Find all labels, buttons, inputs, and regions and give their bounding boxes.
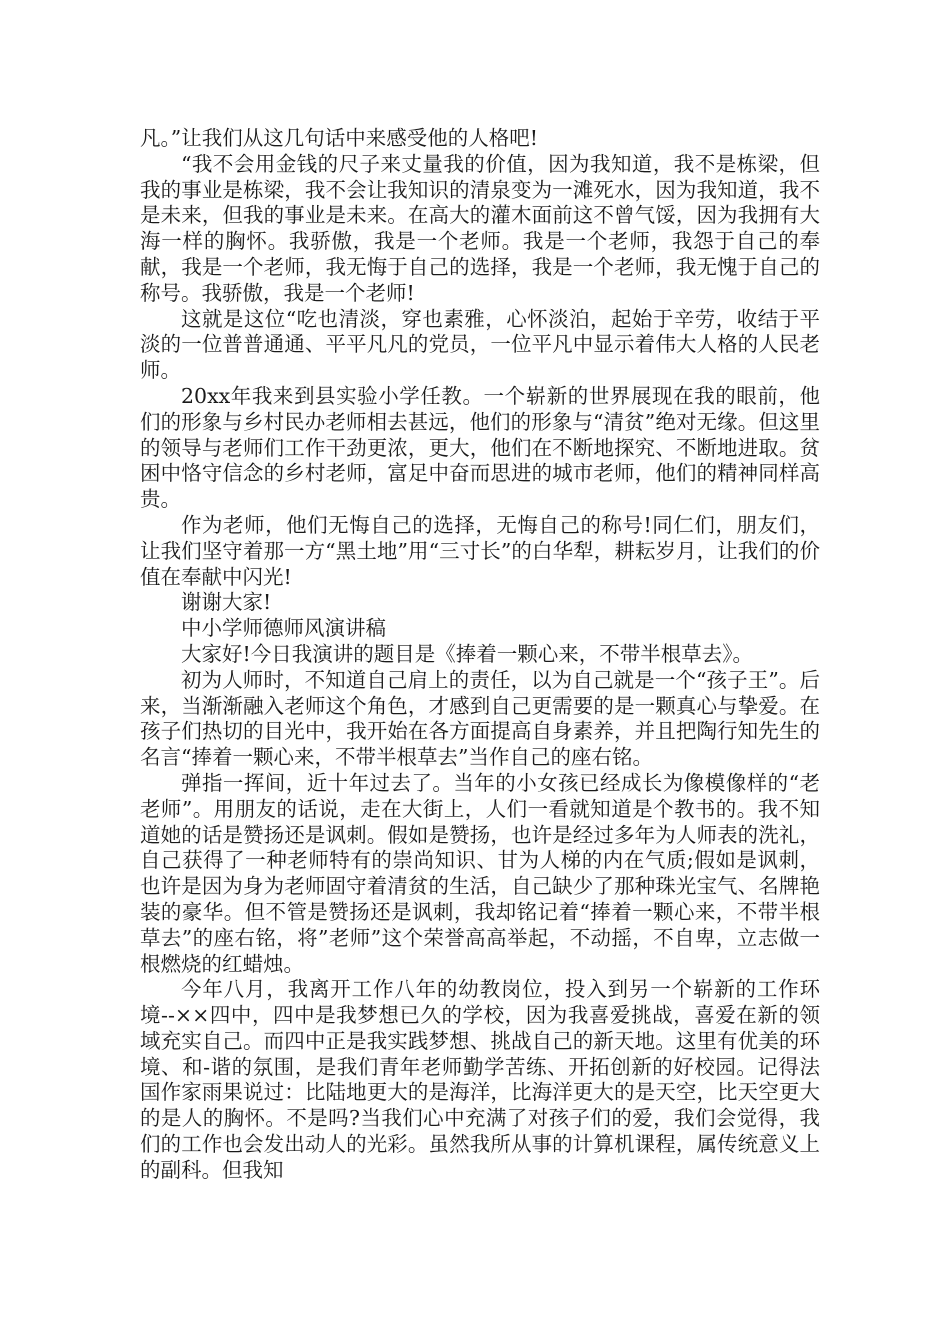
paragraph: 今年八月，我离开工作八年的幼教岗位，投入到另一个崭新的工作环境--××四中，四中是我梦想已久的学校，因为我喜爱挑战，喜爱在新的领域充实自己。而四中正是我实践梦想、挑战自己的新天地。这里有优美的环境、和-谐的氛围，是我们青年老师勤学苦练、开拓创新的好校园。记得法国作家雨果说过：比陆地更大的是海洋，比海洋更大的是天空，比天空更大的是人的胸怀。不是吗?当我们心中充满了对孩子们的爱，我们会觉得，我们的工作也会发出动人的光彩。虽然我所从事的计算机课程，属传统意义上的副科。但我知 xyxy=(140,977,820,1182)
paragraph: 弹指一挥间，近十年过去了。当年的小女孩已经成长为像模像样的“老老师”。用朋友的话说，走在大街上，人们一看就知道是个教书的。我不知道她的话是赞扬还是讽刺。假如是赞扬，也许是经过多年为人师表的洗礼，自己获得了一种老师特有的崇尚知识、甘为人梯的内在气质;假如是讽刺，也许是因为身为老师固守着清贫的生活，自己缺少了那种珠光宝气、名牌艳装的豪华。但不管是赞扬还是讽刺，我却铭记着“捧着一颗心来，不带半根草去”的座右铭，将”老师”这个荣誉高高举起，不动摇，不自卑，立志做一根燃烧的红蜡烛。 xyxy=(140,770,820,976)
speech-title: 中小学师德师风演讲稿 xyxy=(181,616,386,641)
document-body xyxy=(140,126,820,1184)
paragraph: 作为老师，他们无悔自己的选择，无悔自己的称号!同仁们，朋友们，让我们坚守着那一方“黑土地”用“三寸长”的白华犁，耕耘岁月，让我们的价值在奉献中闪光! xyxy=(140,512,820,589)
paragraph: “我不会用金钱的尺子来丈量我的价值，因为我知道，我不是栋梁，但我的事业是栋梁，我不会让我知识的清泉变为一滩死水，因为我知道，我不是未来，但我的事业是未来。在高大的灌木面前这不曾气馁，因为我拥有大海一样的胸怀。我骄傲，我是一个老师。我是一个老师，我怨于自己的奉献，我是一个老师，我无悔于自己的选择，我是一个老师，我无愧于自己的称号。我骄傲，我是一个老师! xyxy=(140,151,820,305)
paragraph: 初为人师时，不知道自己肩上的责任，以为自己就是一个“孩子王”。后来，当渐渐融入老师这个角色，才感到自己更需要的是一颗真心与挚爱。在孩子们热切的目光中，我开始在各方面提高自身素养，并且把陶行知先生的名言“捧着一颗心来，不带半根草去”当作自己的座右铭。 xyxy=(140,667,820,770)
paragraph: 凡。”让我们从这几句话中来感受他的人格吧! xyxy=(140,126,538,150)
paragraph: 这就是这位“吃也清淡，穿也素雅，心怀淡泊，起始于辛劳，收结于平淡的一位普普通通、平平凡凡的党员，一位平凡中显示着伟大人格的人民老师。 xyxy=(140,306,820,383)
paragraph: 20xx年我来到县实验小学任教。一个崭新的世界展现在我的眼前，他们的形象与乡村民办老师相去甚远，他们的形象与“清贫”绝对无缘。但这里的领导与老师们工作干劲更浓，更大，他们在不断地探究、不断地进取。贫困中恪守信念的乡村老师，富足中奋而思进的城市老师，他们的精神同样高贵。 xyxy=(140,383,820,512)
closing-line: 谢谢大家! xyxy=(181,590,272,615)
paragraph: 大家好!今日我演讲的题目是《捧着一颗心来，不带半根草去》。 xyxy=(181,641,753,666)
